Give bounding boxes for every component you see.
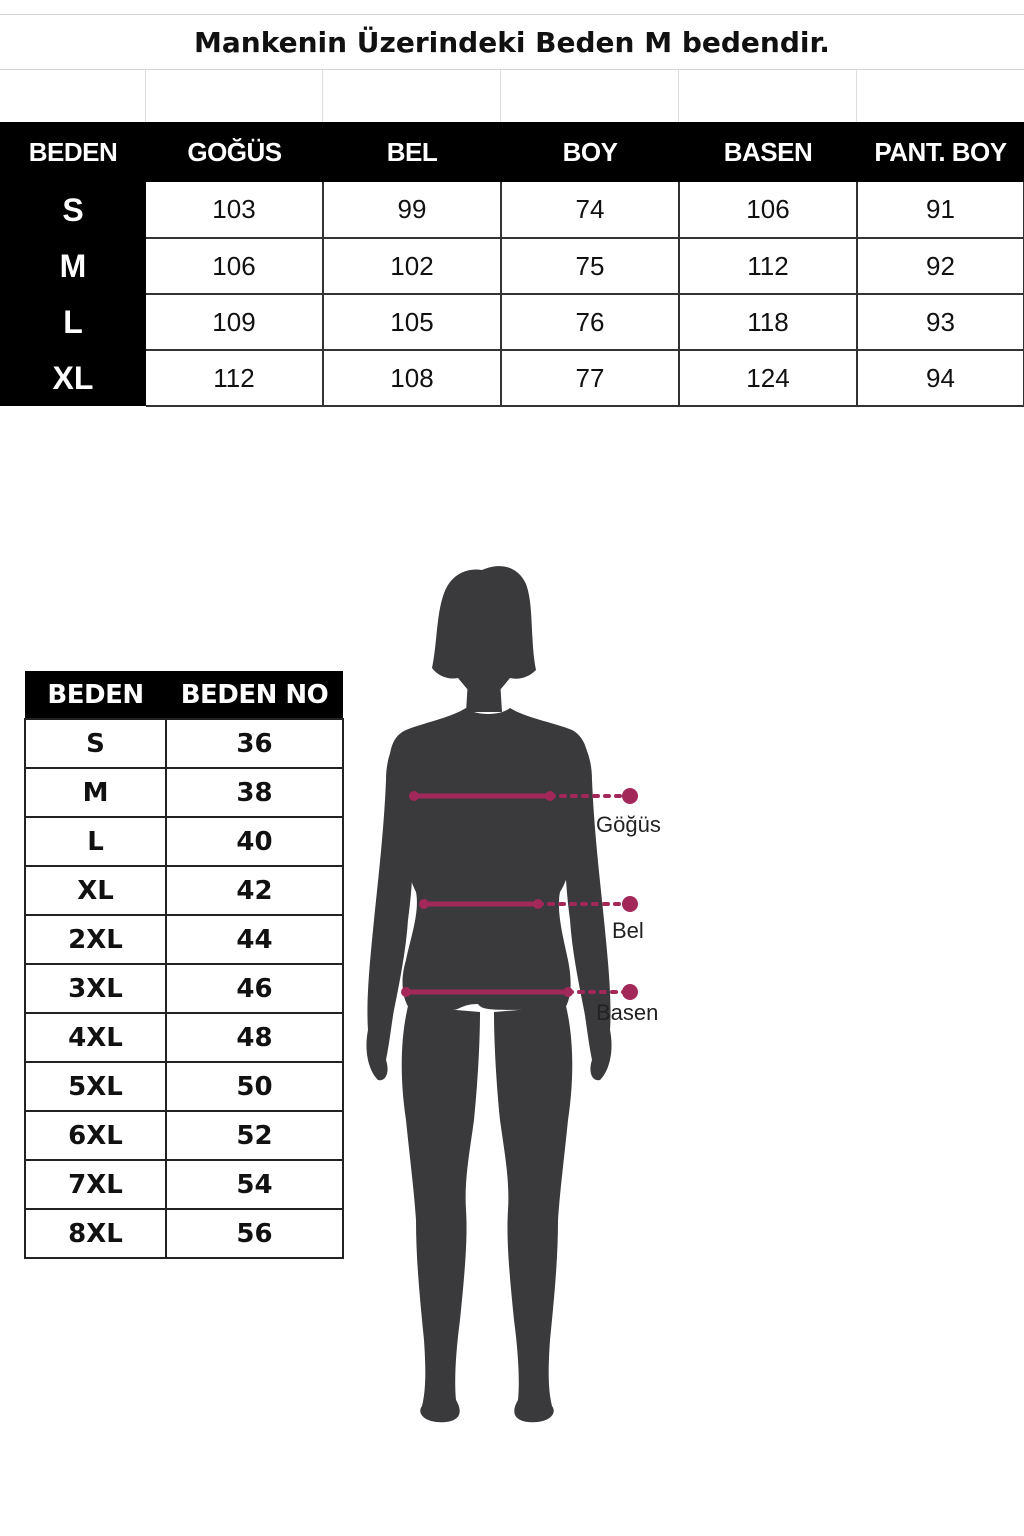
size-cell: 2XL [25,915,166,964]
number-cell: 40 [166,817,343,866]
table-row [0,350,1024,406]
table-cell: 92 [857,238,1024,294]
table-row [25,719,343,768]
table-cell: 91 [857,182,1024,238]
table-row [25,1111,343,1160]
table-row [25,817,343,866]
header-beden: BEDEN [0,122,146,182]
female-silhouette-icon [350,540,710,1440]
table-cell: 75 [501,238,679,294]
header-bel: BEL [323,122,501,182]
table-row [25,964,343,1013]
table-row [0,182,1024,238]
table-cell: 118 [679,294,857,350]
size-number-table [24,671,344,1259]
number-cell: 54 [166,1160,343,1209]
table-cell: 76 [501,294,679,350]
header-gogus: GOĞÜS [146,122,323,182]
table-cell: 105 [323,294,501,350]
table-cell: 124 [679,350,857,406]
size-label: L [0,294,146,350]
size-cell: 4XL [25,1013,166,1062]
chest-label: Göğüs [596,812,661,837]
table-cell: 102 [323,238,501,294]
size-cell: 7XL [25,1160,166,1209]
table-row [25,866,343,915]
table-cell: 109 [146,294,323,350]
hip-label: Basen [596,1000,659,1025]
table-cell: 108 [323,350,501,406]
table-cell: 106 [146,238,323,294]
header-beden-no: BEDEN NO [166,671,343,719]
number-cell: 46 [166,964,343,1013]
size-measurement-table [0,122,1024,407]
size-cell: XL [25,866,166,915]
table-header-row [0,122,1024,182]
waist-label: Bel [612,918,644,943]
table-cell: 94 [857,350,1024,406]
size-cell: L [25,817,166,866]
size-label: XL [0,350,146,406]
number-cell: 44 [166,915,343,964]
table-row [25,1160,343,1209]
table-cell: 77 [501,350,679,406]
table-row [25,1013,343,1062]
table-cell: 106 [679,182,857,238]
header-beden: BEDEN [25,671,166,719]
table-cell: 112 [146,350,323,406]
body-measurement-figure [350,540,710,1440]
number-cell: 38 [166,768,343,817]
table-row [25,768,343,817]
table-cell: 103 [146,182,323,238]
size-cell: 5XL [25,1062,166,1111]
table-row [25,1062,343,1111]
size-label: M [0,238,146,294]
number-cell: 48 [166,1013,343,1062]
page-title: Mankenin Üzerindeki Beden M bedendir. [0,14,1024,70]
header-basen: BASEN [679,122,857,182]
table-cell: 74 [501,182,679,238]
size-cell: 3XL [25,964,166,1013]
table-header-row [25,671,343,719]
number-cell: 56 [166,1209,343,1258]
table-row [25,1209,343,1258]
number-cell: 42 [166,866,343,915]
spacer-row [0,70,1024,122]
number-cell: 36 [166,719,343,768]
table-cell: 93 [857,294,1024,350]
table-row [0,238,1024,294]
number-cell: 52 [166,1111,343,1160]
header-boy: BOY [501,122,679,182]
number-cell: 50 [166,1062,343,1111]
table-cell: 112 [679,238,857,294]
size-cell: S [25,719,166,768]
table-cell: 99 [323,182,501,238]
size-cell: M [25,768,166,817]
header-pant-boy: PANT. BOY [857,122,1024,182]
table-row [0,294,1024,350]
table-row [25,915,343,964]
size-cell: 8XL [25,1209,166,1258]
size-label: S [0,182,146,238]
size-cell: 6XL [25,1111,166,1160]
